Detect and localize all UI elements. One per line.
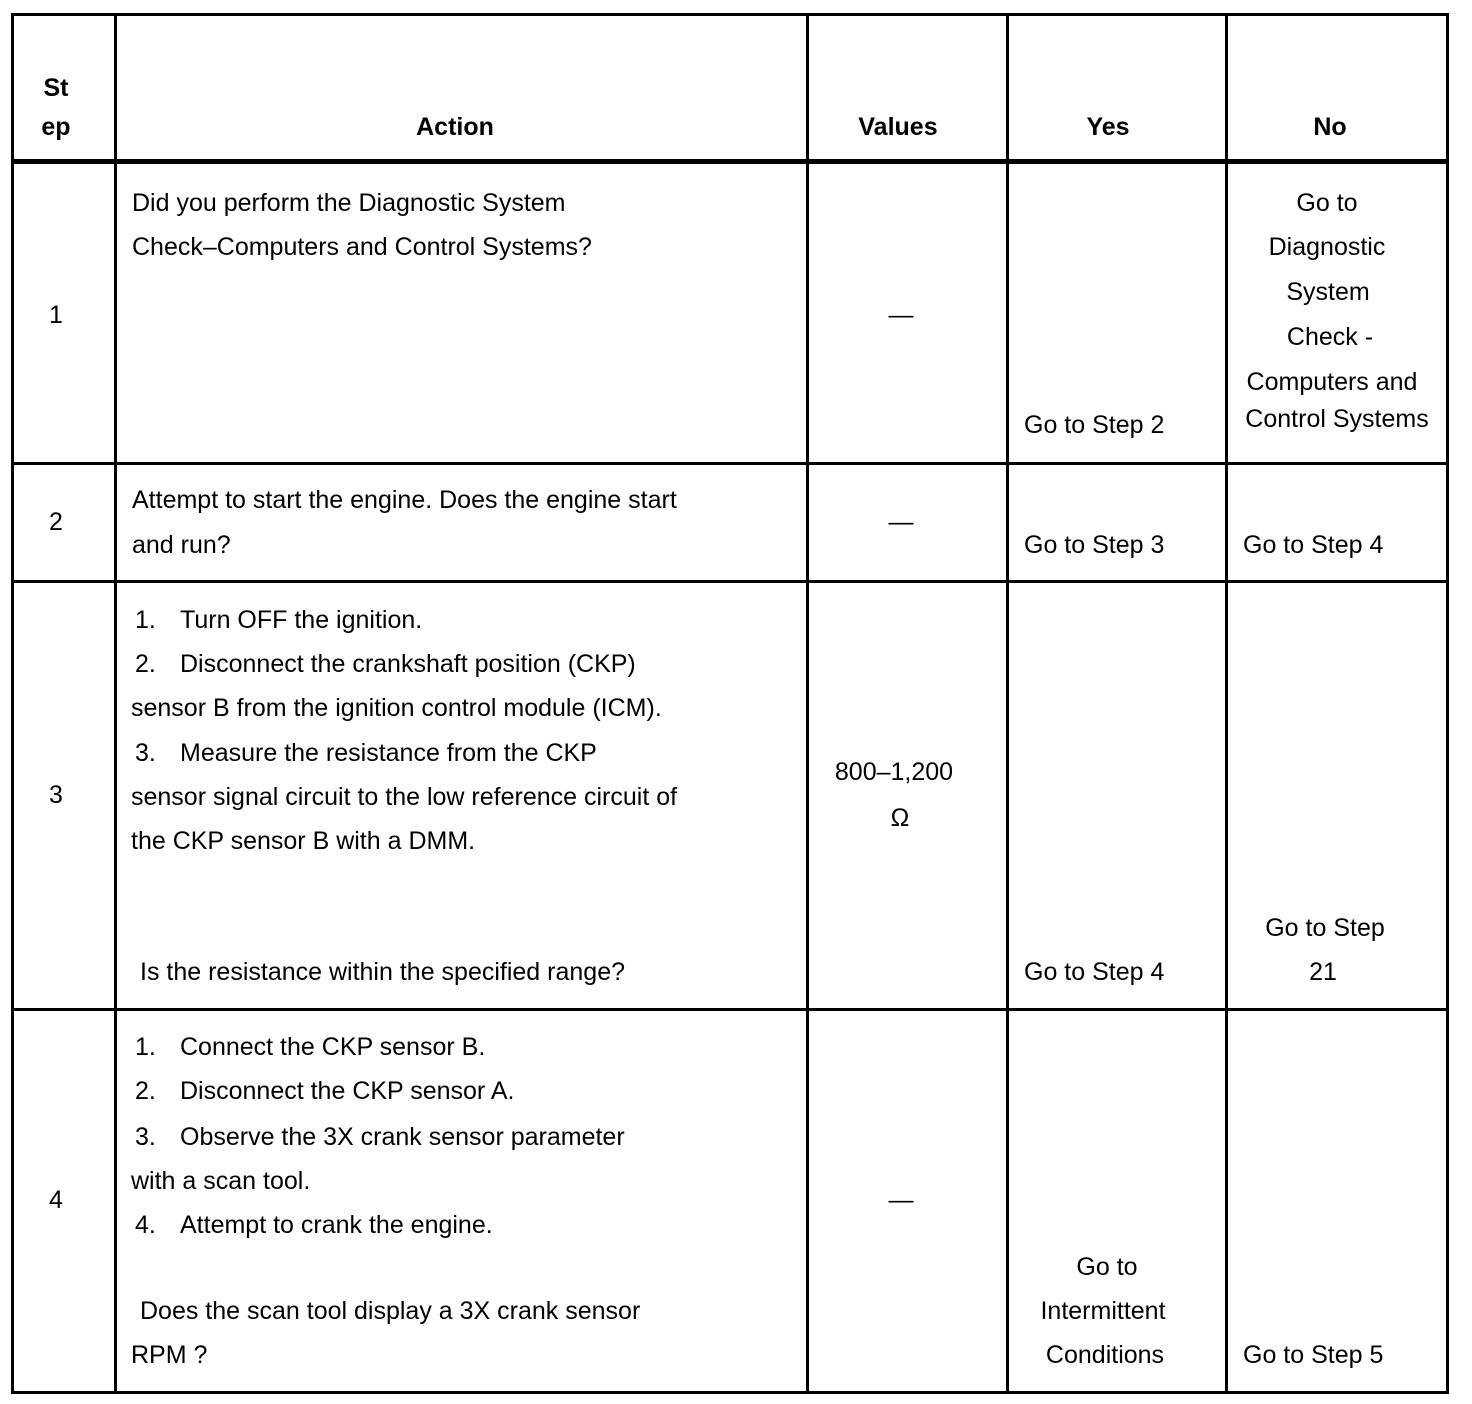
step-number: 2 — [49, 508, 63, 536]
row-divider — [12, 1008, 1449, 1011]
table-border-right — [1446, 13, 1449, 1394]
action-list-item — [135, 1077, 514, 1105]
action-line: Did you perform the Diagnostic System — [132, 189, 566, 217]
row-divider — [12, 580, 1449, 583]
action-list-item — [135, 606, 422, 634]
action-line: sensor B from the ignition control module (ICM). — [131, 694, 662, 722]
action-list-item — [135, 739, 597, 767]
table-border-left — [11, 13, 14, 1394]
action-question: Is the resistance within the specified range? — [140, 958, 625, 986]
yes-cell: Go to Step 3 — [1024, 531, 1165, 559]
values-cell: — — [888, 508, 914, 536]
step-number: 3 — [49, 781, 63, 809]
no-line: Go to — [1296, 189, 1358, 217]
values-cell: — — [888, 1186, 914, 1214]
action-line: sensor signal circuit to the low reference circuit of — [131, 783, 678, 811]
values-line: 800–1,200 — [834, 758, 954, 786]
action-list-item — [135, 1123, 625, 1151]
action-list-item — [135, 650, 636, 678]
no-cell: Go to Step 5 — [1243, 1341, 1384, 1369]
list-number: 1. — [135, 1033, 156, 1061]
list-number: 1. — [135, 606, 156, 634]
list-text: Attempt to crank the engine. — [180, 1211, 493, 1239]
column-divider — [114, 13, 117, 1394]
no-line: Computers and — [1246, 368, 1418, 396]
header-values: Values — [858, 113, 938, 141]
list-text: Measure the resistance from the CKP — [180, 739, 597, 767]
row-divider — [12, 462, 1449, 465]
list-number: 4. — [135, 1211, 156, 1239]
step-number: 4 — [49, 1186, 63, 1214]
header-action: Action — [416, 113, 494, 141]
list-text: Connect the CKP sensor B. — [180, 1033, 486, 1061]
no-line: Check - — [1286, 323, 1374, 351]
column-divider — [1225, 13, 1228, 1394]
yes-line: Conditions — [1045, 1341, 1165, 1369]
yes-line: Intermittent — [1040, 1297, 1166, 1325]
action-line: and run? — [132, 531, 231, 559]
action-list-item — [135, 1033, 485, 1061]
list-text: Observe the 3X crank sensor parameter — [180, 1123, 625, 1151]
table-border-bottom — [12, 1391, 1449, 1394]
header-step-line: St — [43, 74, 69, 102]
header-step-line: ep — [41, 113, 71, 141]
action-line: Attempt to start the engine. Does the engine start — [132, 486, 677, 514]
list-text: Disconnect the CKP sensor A. — [180, 1077, 515, 1105]
header-divider — [12, 159, 1449, 164]
action-line: Check–Computers and Control Systems? — [132, 233, 592, 261]
no-line: Diagnostic — [1268, 233, 1386, 261]
list-text: Disconnect the crankshaft position (CKP) — [180, 650, 636, 678]
no-line: 21 — [1309, 958, 1337, 986]
list-text: Turn OFF the ignition. — [180, 606, 423, 634]
column-divider — [806, 13, 809, 1394]
yes-line: Go to — [1076, 1253, 1138, 1281]
values-cell: — — [888, 301, 914, 329]
header-yes: Yes — [1086, 113, 1130, 141]
header-no: No — [1313, 113, 1347, 141]
yes-cell: Go to Step 4 — [1024, 958, 1165, 986]
values-line: Ω — [890, 804, 910, 832]
no-cell: Go to Step 4 — [1243, 531, 1384, 559]
action-line: the CKP sensor B with a DMM. — [131, 827, 476, 855]
no-line: Go to Step — [1265, 914, 1385, 942]
step-number: 1 — [49, 301, 63, 329]
action-question: Does the scan tool display a 3X crank sensor — [140, 1297, 641, 1325]
action-line: RPM ? — [131, 1341, 208, 1369]
action-line: with a scan tool. — [131, 1167, 311, 1195]
action-list-item — [135, 1211, 493, 1239]
no-line: System — [1286, 278, 1370, 306]
column-divider — [1006, 13, 1009, 1394]
list-number: 3. — [135, 739, 156, 767]
yes-cell: Go to Step 2 — [1024, 411, 1165, 439]
list-number: 2. — [135, 1077, 156, 1105]
table-border-top — [12, 13, 1449, 16]
list-number: 3. — [135, 1123, 156, 1151]
list-number: 2. — [135, 650, 156, 678]
no-line: Control Systems — [1245, 405, 1429, 433]
